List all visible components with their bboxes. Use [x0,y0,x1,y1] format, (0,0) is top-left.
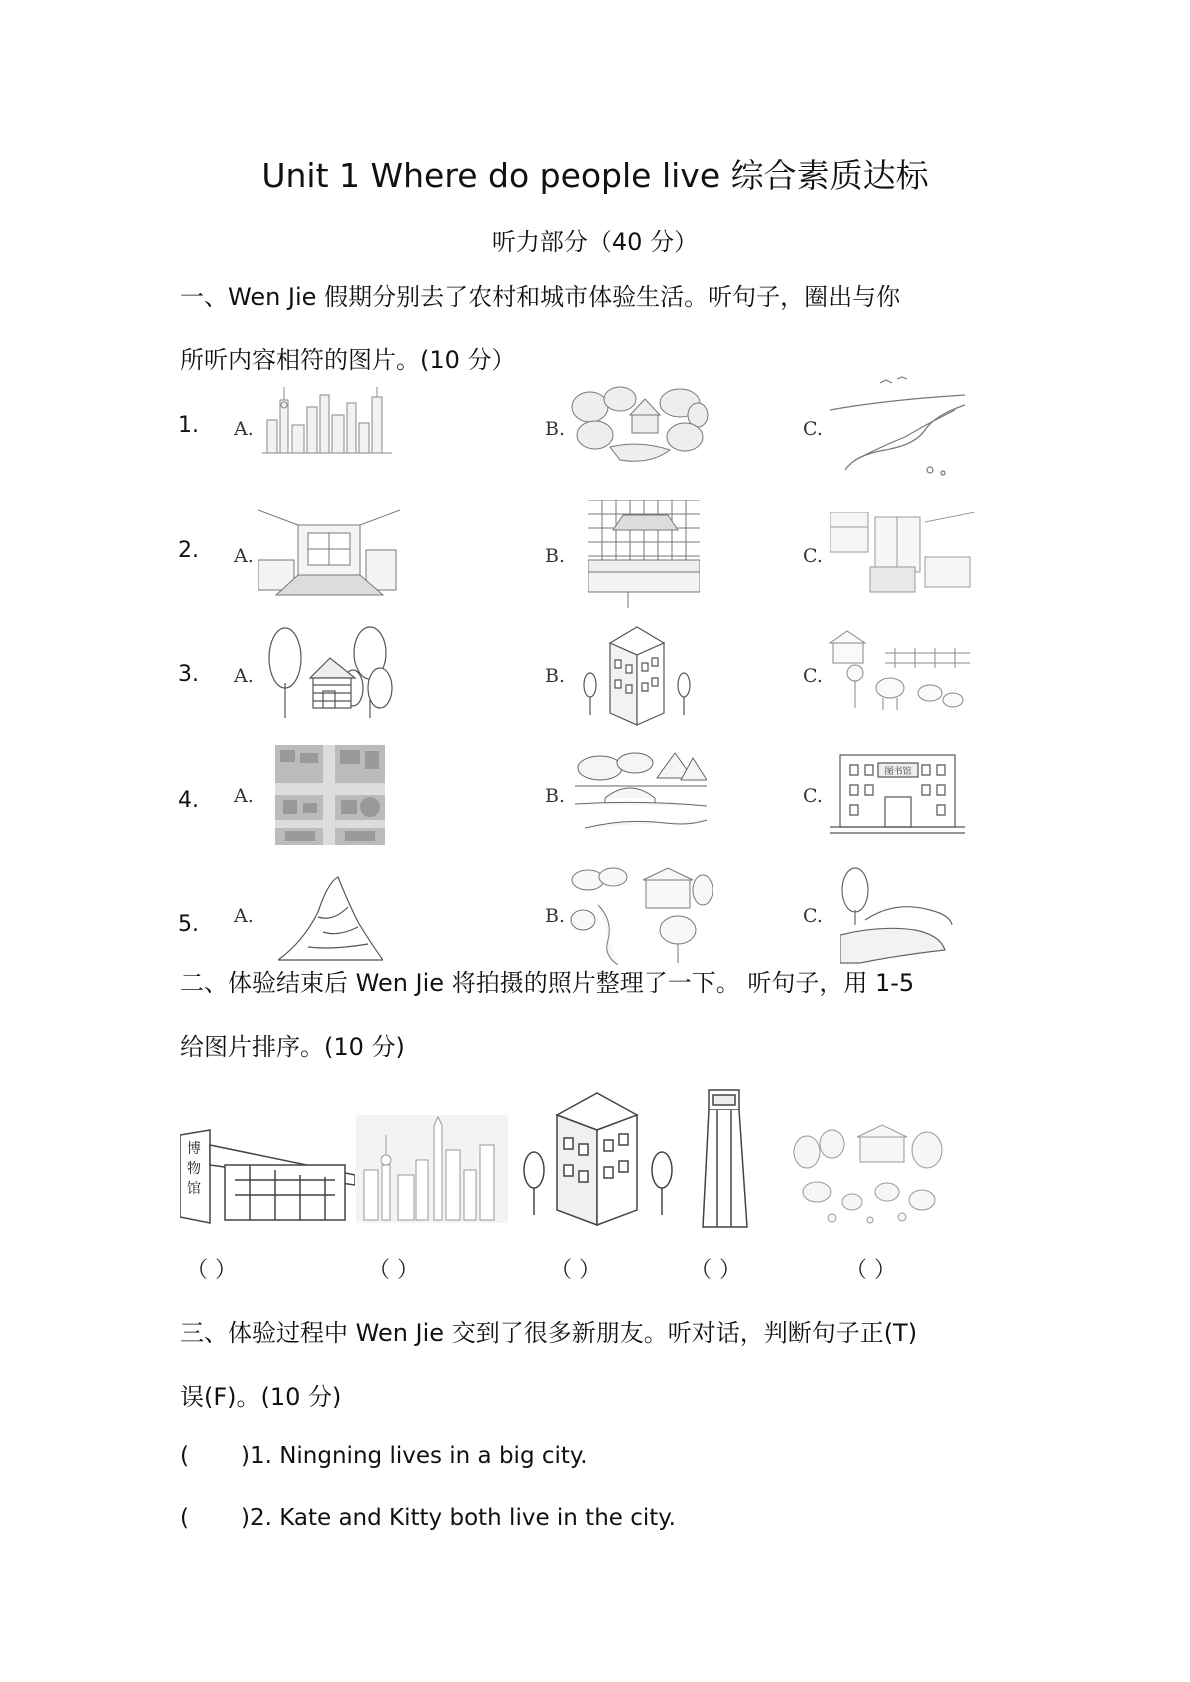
museum-sign: 博物馆 [187,1141,201,1197]
section3-instruction-line2: 误(F)。(10 分) [180,1383,342,1411]
farm-animals-icon[interactable] [825,628,970,718]
tf-statement-2 [180,1505,676,1531]
order-answer-blank-1[interactable]: （ ） [186,1258,237,1283]
option-3b-label[interactable]: B. [545,665,566,687]
option-2b-label[interactable]: B. [545,545,566,567]
tf-statement-1-text: )1. Ningning lives in a big city. [240,1443,588,1469]
kitchen-icon[interactable] [588,500,700,608]
tf-statement-2-text: )2. Kate and Kitty both live in the city. [240,1505,676,1531]
option-4a-label[interactable]: A. [234,785,254,807]
library-building-icon[interactable] [830,745,965,837]
lake-icon[interactable] [840,865,955,965]
question-number-4: 4. [178,788,199,813]
question-number-2: 2. [178,538,199,563]
section2-instruction-line2: 给图片排序。(10 分) [180,1033,405,1061]
apartment-building-icon[interactable] [522,1090,677,1228]
tall-tower-icon[interactable] [695,1085,755,1230]
farm-village-icon[interactable] [792,1122,947,1227]
option-4c-label[interactable]: C. [803,785,823,807]
apartment-building-icon[interactable] [582,625,694,727]
countryside-house-icon[interactable] [568,865,713,965]
option-3a-label[interactable]: A. [234,665,254,687]
order-answer-blank-2[interactable]: （ ） [368,1258,419,1283]
order-answer-blank-3[interactable]: （ ） [550,1258,601,1283]
option-1a-label[interactable]: A. [234,418,254,440]
option-1c-label[interactable]: C. [803,418,823,440]
order-answer-blank-5[interactable]: （ ） [845,1258,896,1283]
order-answer-blank-4[interactable]: （ ） [690,1258,741,1283]
tf-answer-blank-1[interactable]: ( [180,1443,189,1469]
option-2a-label[interactable]: A. [234,545,254,567]
option-4b-label[interactable]: B. [545,785,566,807]
library-sign: 图书馆 [884,767,912,777]
river-landscape-icon[interactable] [825,375,970,485]
park-bridge-icon[interactable] [575,748,707,840]
option-3c-label[interactable]: C. [803,665,823,687]
tf-statement-1 [180,1443,588,1469]
question-number-1: 1. [178,413,199,438]
city-map-icon[interactable] [275,745,385,845]
section2-instruction-line1: 二、体验结束后 Wen Jie 将拍摄的照片整理了一下。 听句子，用 1-5 [180,969,915,997]
city-skyline-icon[interactable] [356,1115,508,1223]
bedroom-icon[interactable] [830,512,975,597]
option-1b-label[interactable]: B. [545,418,566,440]
page-title: Unit 1 Where do people live 综合素质达标 [261,156,929,195]
option-2c-label[interactable]: C. [803,545,823,567]
option-5c-label[interactable]: C. [803,905,823,927]
mountain-icon[interactable] [278,872,383,962]
section1-instruction-line2: 所听内容相符的图片。(10 分） [180,346,516,374]
museum-icon[interactable] [180,1125,355,1225]
section3-instruction-line1: 三、体验过程中 Wen Jie 交到了很多新朋友。听对话，判断句子正(T) [180,1319,918,1347]
question-number-5: 5. [178,912,199,937]
option-5b-label[interactable]: B. [545,905,566,927]
city-skyline-icon[interactable] [262,385,392,455]
log-cabin-forest-icon[interactable] [265,623,395,723]
village-trees-icon[interactable] [570,385,710,470]
question-number-3: 3. [178,662,199,687]
tf-answer-blank-2[interactable]: ( [180,1505,189,1531]
option-5a-label[interactable]: A. [234,905,254,927]
section1-instruction-line1: 一、Wen Jie 假期分别去了农村和城市体验生活。听句子，圈出与你 [180,283,901,311]
living-room-icon[interactable] [258,505,400,597]
listening-subtitle: 听力部分（40 分） [491,228,699,256]
